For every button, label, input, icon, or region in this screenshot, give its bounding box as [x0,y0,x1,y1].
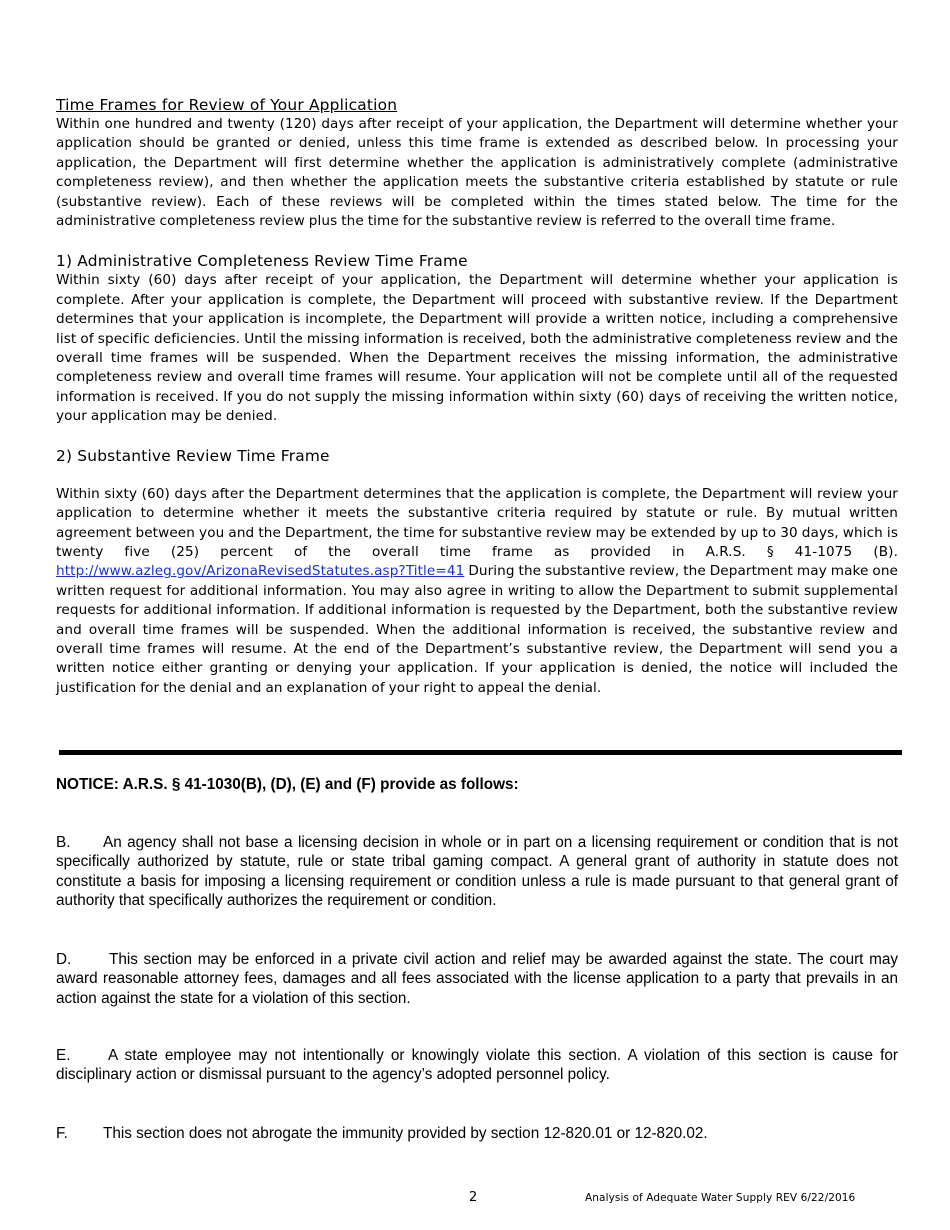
provision-text: A state employee may not intentionally or knowingly violate this section. A violation of this section is cause for disciplinary action or dismissal pursuant to the agency’s adopted personnel policy. [56,1047,898,1084]
provision-text: This section does not abrogate the immunity provided by section 12-820.01 or 12-820.02. [103,1125,708,1142]
ars-statutes-link[interactable]: http://www.azleg.gov/ArizonaRevisedStatutes.asp?Title=41 [56,563,465,580]
page-number: 2 [469,1190,478,1205]
section-intro-paragraph: Within one hundred and twenty (120) days after receipt of your application, the Department will determine whether your application should be granted or denied, unless this time frame is extended as described below. In processing your application, the Department will first determine whether the application is administratively complete (administrative completeness review), and then whether the application meets the substantive criteria established by statute or rule (substantive review). Each of these reviews will be completed within the times stated below. The time for the administrative completeness review plus the time for the substantive review is referred to the overall time frame. [56,116,898,230]
substantive-review-heading: 2) Substantive Review Time Frame [56,446,330,465]
notice-heading: NOTICE: A.R.S. § 41-1030(B), (D), (E) and (F) provide as follows: [56,776,519,793]
substantive-text-part1: Within sixty (60) days after the Department determines that the application is complete, the Department will review your application to determine whether it meets the substantive criteria required by statute or rule. By mutual written agreement between you and the Department, the time for substantive review may be extended by up to 30 days, which is twenty five (25) percent of the overall time frame as provided in A.R.S. § 41-1075 (B). [56,485,898,560]
provision-letter: E. [56,1047,71,1064]
provision-d [56,950,898,1008]
provision-f [56,1124,898,1143]
substantive-review-paragraph [56,485,898,698]
section-title: Time Frames for Review of Your Application [56,96,398,114]
document-id: Analysis of Adequate Water Supply REV 6/22/2016 [585,1192,856,1204]
section-divider [59,750,902,755]
substantive-text-part2: During the substantive review, the Department may make one written request for additional information. You may also agree in writing to allow the Department to submit supplemental requests for additional information. If additional information is requested by the Department, both the substantive review and overall time frames will be suspended. When the additional information is received, the substantive review and overall time frames will resume. At the end of the Department’s substantive review, the Department will send you a written notice either granting or denying your application. If your application is denied, the notice will included the justification for the denial and an explanation of your right to appeal the denial. [56,563,899,696]
document-page [56,95,898,698]
provision-text: This section may be enforced in a private civil action and relief may be awarded against the state. The court may award reasonable attorney fees, damages and all fees associated with the license application to a party that prevails in an action against the state for a violation of this section. [56,951,898,1007]
provision-letter: D. [56,951,72,968]
provision-e [56,1046,898,1085]
provision-letter: F. [56,1125,68,1142]
admin-review-heading: 1) Administrative Completeness Review Time Frame [56,252,468,271]
provision-text: An agency shall not base a licensing decision in whole or in part on a licensing requirement or condition that is not specifically authorized by statute, rule or state tribal gaming compact. A general grant of authority in statute does not constitute a basis for imposing a licensing requirement or condition unless a rule is made pursuant to that general grant of authority that specifically authorizes the requirement or condition. [56,834,898,910]
admin-review-paragraph: Within sixty (60) days after receipt of your application, the Department will determine whether your application is complete. After your application is complete, the Department will proceed with substantive review. If the Department determines that your application is incomplete, the Department will provide a written notice, including a comprehensive list of specific deficiencies. Until the missing information is received, both the administrative completeness review and the overall time frames will be suspended. When the Department receives the missing information, the administrative completeness review and overall time frames will resume. Your application will not be complete until all of the requested information is received. If you do not supply the missing information within sixty (60) days of receiving the written notice, your application may be denied. [56,272,898,425]
provision-b [56,833,898,911]
provision-letter: B. [56,834,71,851]
